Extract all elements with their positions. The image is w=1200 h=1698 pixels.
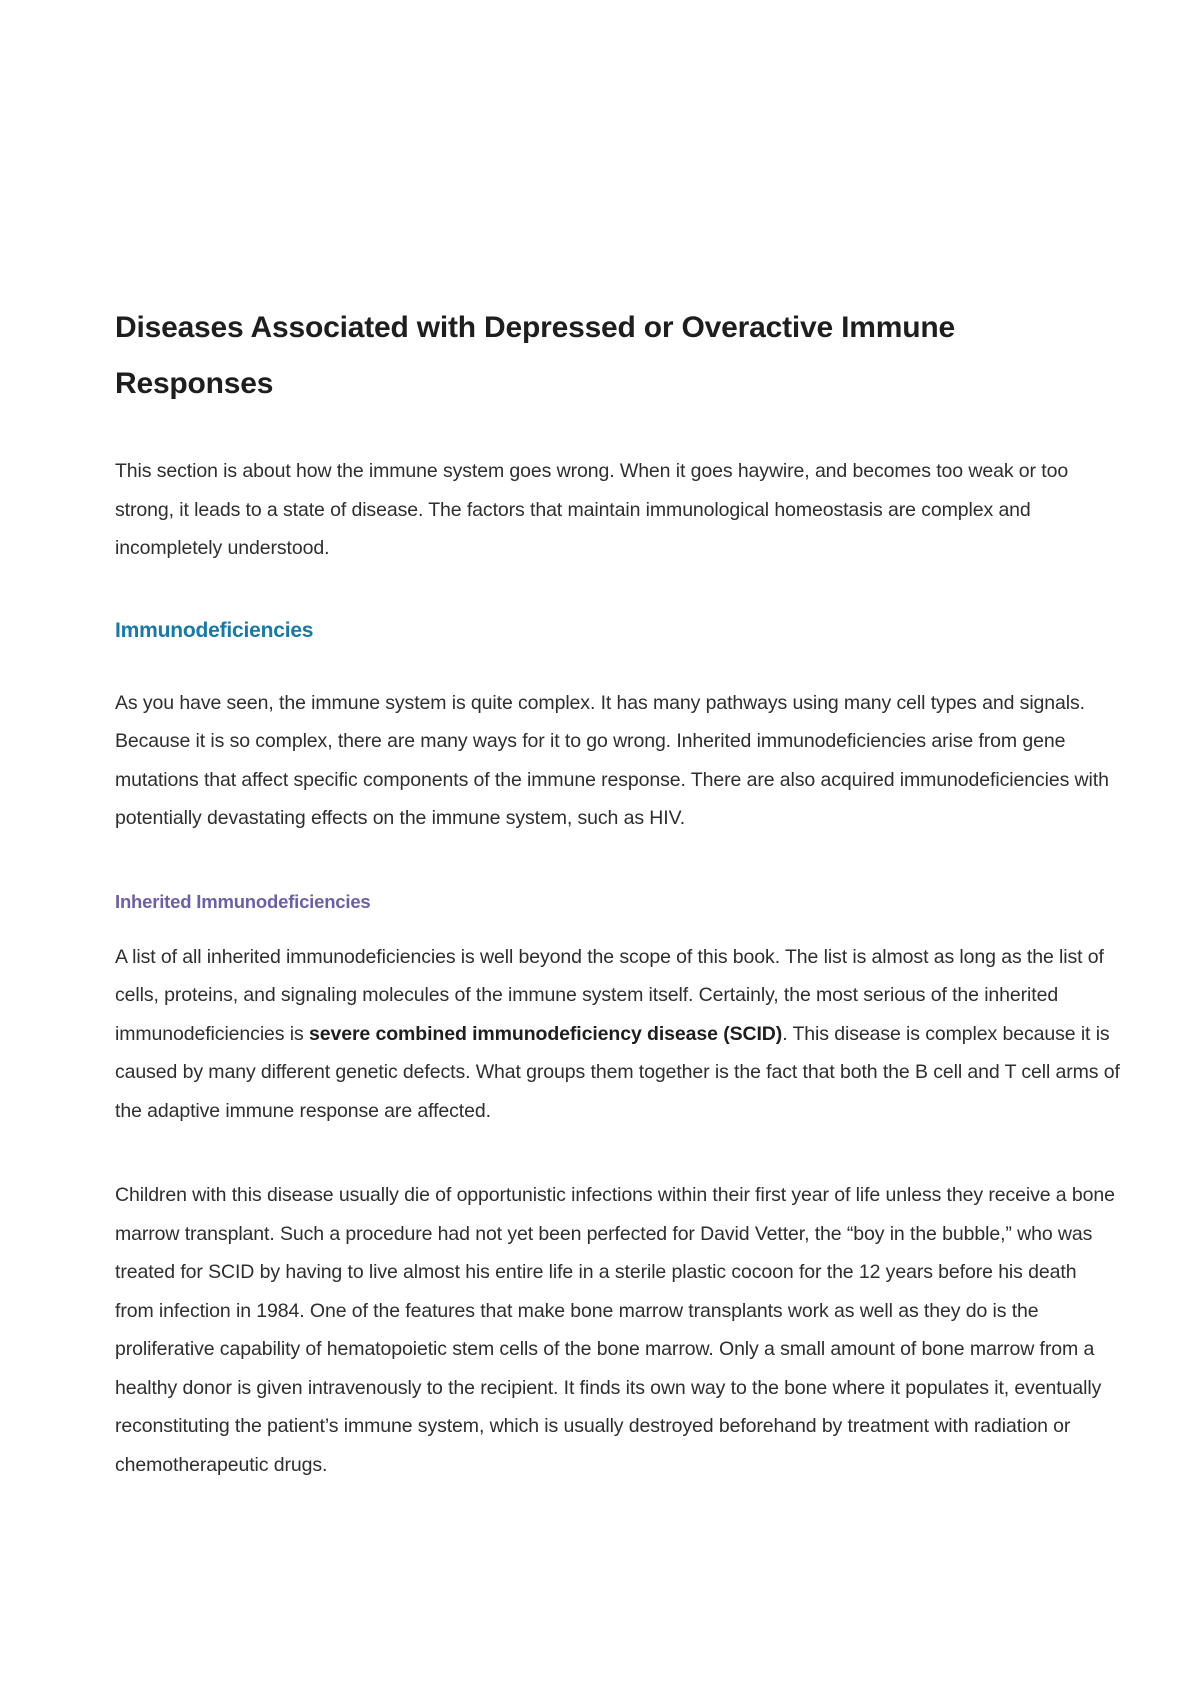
inherited-paragraph-1 (115, 938, 1120, 1131)
section-heading-immunodeficiencies: Immunodeficiencies (115, 618, 314, 642)
subsection-heading-inherited: Inherited Immunodeficiencies (115, 890, 371, 912)
document-page (115, 300, 1120, 1484)
scid-bold-term: severe combined immunodeficiency disease (SCID) (308, 1022, 783, 1045)
immunodeficiencies-paragraph: As you have seen, the immune system is quite complex. It has many pathways using many cell types and signals. Because it is so complex, there are many ways for it to go wrong. Inherited immunodeficiencies arise from gene mutations that affect specific components of the immune response. There are also acquired immunodeficiencies with potentially devastating effects on the immune system, such as HIV. (115, 691, 1109, 829)
page-title: Diseases Associated with Depressed or Overactive Immune Responses (115, 311, 955, 400)
inherited-p1-text-before: A list of all inherited immunodeficiencies is well beyond the scope of this book. The list is almost as long as the list of cells, proteins, and signaling molecules of the immune system itself. Certainly, the most serious of the inherited immunodeficiencies is (115, 945, 1104, 1045)
inherited-p1-text-after: . This disease is complex because it is caused by many different genetic defects. What groups them together is the fact that both the B cell and T cell arms of the adaptive immune response are affected. (115, 1022, 1120, 1122)
intro-paragraph: This section is about how the immune system goes wrong. When it goes haywire, and becomes too weak or too strong, it leads to a state of disease. The factors that maintain immunological homeostasis are complex and incompletely understood. (115, 460, 1069, 559)
inherited-paragraph-2: Children with this disease usually die of opportunistic infections within their first year of life unless they receive a bone marrow transplant. Such a procedure had not yet been perfected for David Vetter, the “boy in the bubble,” who was treated for SCID by having to live almost his entire life in a sterile plastic cocoon for the 12 years before his death from infection in 1984. One of the features that make bone marrow transplants work as well as they do is the proliferative capability of hematopoietic stem cells of the bone marrow. Only a small amount of bone marrow from a healthy donor is given intravenously to the recipient. It finds its own way to the bone where it populates it, eventually reconstituting the patient’s immune system, which is usually destroyed beforehand by treatment with radiation or chemotherapeutic drugs. (115, 1184, 1115, 1476)
